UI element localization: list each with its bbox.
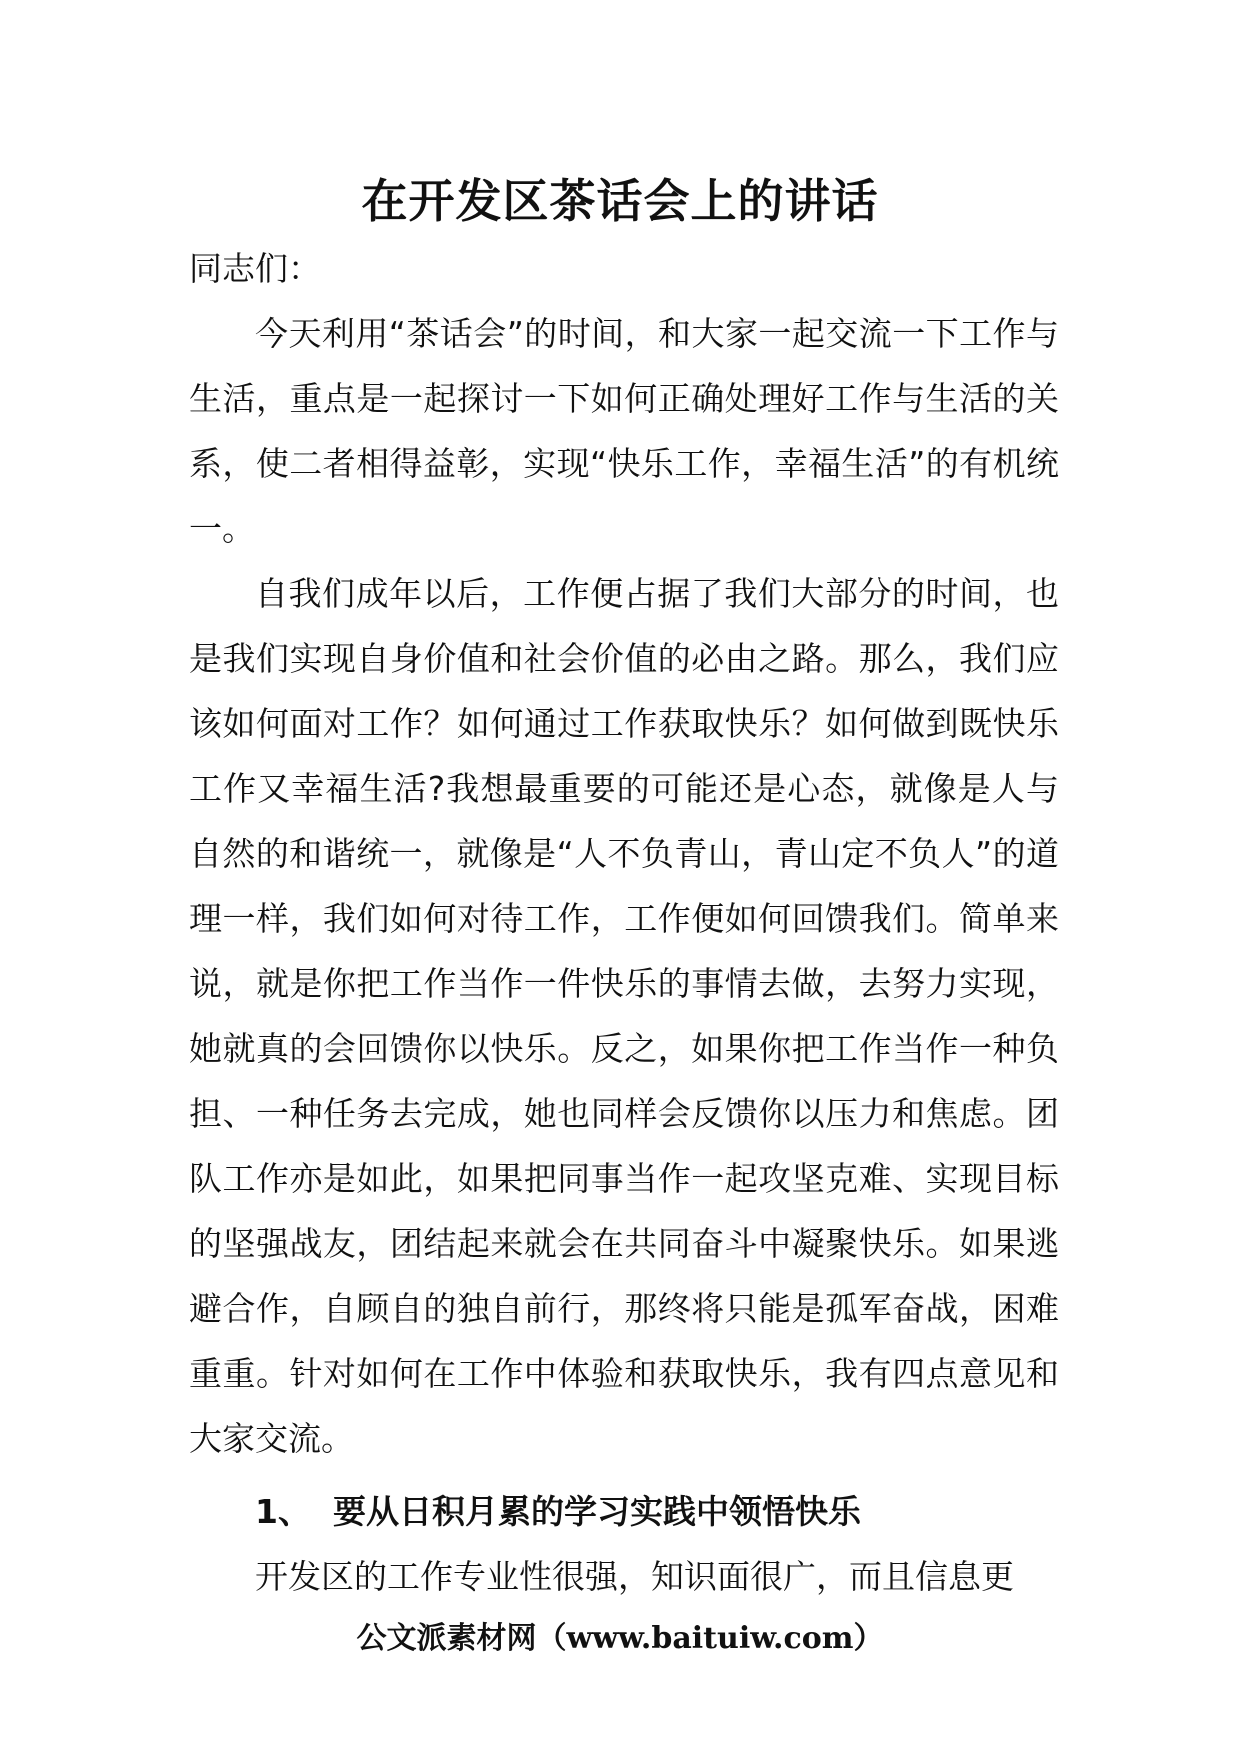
footer-watermark: 公文派素材网（www.baituiw.com） <box>356 1621 884 1656</box>
section-heading-number: 1、 <box>255 1492 311 1531</box>
section-heading-text: 要从日积月累的学习实践中领悟快乐 <box>332 1492 861 1531</box>
paragraph-section-1: 开发区的工作专业性很强，知识面很广，而且信息更 <box>255 1557 1014 1596</box>
document-title: 在开发区茶话会上的讲话 <box>361 174 879 228</box>
paragraph-main: 自我们成年以后，工作便占据了我们大部分的时间，也是我们实现自身价值和社会价值的必由之路。那么，我们应该如何面对工作？如何通过工作获取快乐？如何做到既快乐工作又幸福生活?我想最重要的可能还是心态，就像是人与自然的和谐统一，就像是“人不负青山，青山定不负人”的道理一样，我们如何对待工作，工作便如何回馈我们。简单来说，就是你把工作当作一件快乐的事情去做，去努力实现，她就真的会回馈你以快乐。反之，如果你把工作当作一种负担、一种任务去完成，她也同样会反馈你以压力和焦虑。团队工作亦是如此，如果把同事当作一起攻坚克难、实现目标的坚强战友，团结起来就会在共同奋斗中凝聚快乐。如果逃避合作，自顾自的独自前行，那终将只能是孤军奋战，困难重重。针对如何在工作中体验和获取快乐，我有四点意见和大家交流。 <box>189 574 1059 1458</box>
paragraph-intro: 今天利用“茶话会”的时间，和大家一起交流一下工作与生活，重点是一起探讨一下如何正确处理好工作与生活的关系，使二者相得益彰，实现“快乐工作，幸福生活”的有机统一。 <box>189 314 1059 548</box>
section-heading <box>189 1479 1059 1544</box>
document-body <box>189 236 1059 1609</box>
salutation: 同志们： <box>189 249 321 288</box>
